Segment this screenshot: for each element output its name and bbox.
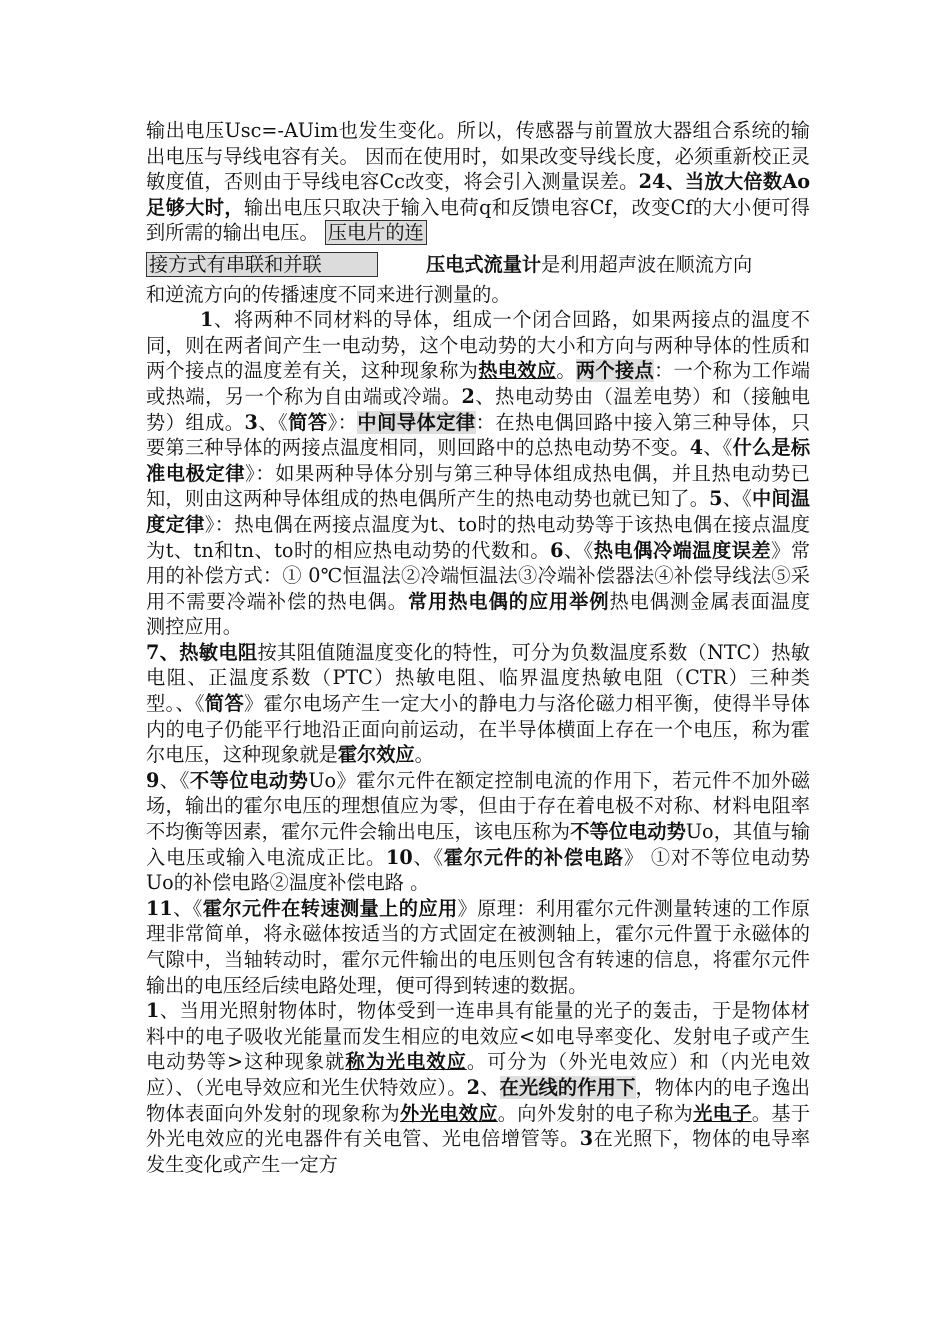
bold-text: 霍尔元件在转速测量上的应用 [202,896,458,920]
paragraph-piezo-output [146,118,810,246]
item-number: 3 [244,410,258,434]
bold-text: 中间温度定律 [146,487,810,536]
text: 。 [414,743,434,767]
text: 按其阻值随温度变化的特性，可分为负数温度系数（NTC）热敏电阻、正温度系数（PTC）热敏电阻、临界温度热敏电阻（CTR）三种类型。、《 [146,640,810,716]
bold-text: 7、热敏电阻 [146,640,258,664]
bold-text: 什么是标准电极定律 [146,436,811,485]
bold-text: 简答 [204,692,244,716]
item-number: 5 [709,487,723,511]
bold-text: 常用热电偶的应用举例 [407,589,610,613]
item-number: 6 [550,538,564,562]
text: 、当用光照射物体时，物体受到一连串具有能量的光子的轰击，于是物体材料中的电子吸收光能量而发生相应的电效应<如电导率变化、发射电子或产生电动势等>这种现象就 [146,999,810,1074]
text: 》： [327,410,358,434]
text: 。 [556,359,576,383]
item-number: 1 [200,308,214,332]
text: 在光照下，物体的电导率发生变化或产生一定方 [146,1127,811,1176]
text: 、将两种不同材料的导体，组成一个闭合回路，如果两接点的温度不同，则在两者间产生一电动势，这个电动势的大小和方向与两种导体的性质和两个接点的温度差有关，这种现象称为 [146,308,810,383]
term-highlighted: 中间导体定律 [357,410,476,434]
paragraph-offset-voltage [146,768,810,896]
text: 。向外发射的电子称为 [497,1101,694,1125]
text: Uo，其值与输入电压或输入电流成正比。 [146,820,811,869]
text: 输出电压只取决于输入电荷q和反馈电容Cf，改变Cf的大小便可得到所需的输出电压。 [146,195,810,245]
text: 、 [479,1075,500,1099]
bold-text: 不等位电动势 [570,820,686,844]
paragraph-thermistor-hall [146,640,810,768]
text: 》霍尔电场产生一定大小的静电力与洛伦磁力相平衡，使得半导体内的电子仍能平行地沿正面向前运动，在半导体横面上存在一个电压，称为霍尔电压，这种现象就是 [146,692,810,767]
text: 、《 [257,410,289,434]
text: 热电偶测金属表面温度 测控应用。 [146,589,830,639]
bold-text: 简答 [288,410,328,434]
text: 》：热电偶在两接点温度为t、to时的热电动势等于该热电偶在接点温度为t、tn和tn、to时的相应热电动势的代数和。 [146,512,810,562]
text: Uo》霍尔元件在额定控制电流的作用下，若元件不加外磁场，输出的霍尔电压的理想值应为零，但由于存在着电极不对称、材料电阻率不均衡等因素，霍尔元件会输出电压，该电压称为 [146,768,811,844]
text-line [426,252,752,278]
item-number: 10 [386,845,413,869]
text: 、热电动势由（温差电势）和（接触电势）组成。 [146,384,811,434]
text: 是利用超声波在顺流方向 [541,252,753,276]
bold-text: 不等位电动势 [189,768,309,792]
term-highlighted: 在光线的作用下 [499,1075,636,1099]
bold-text: 压电式流量计 [426,252,542,276]
text: 》 ①对不等位电动势Uo的补偿电路②温度补偿电路 。 [146,845,811,895]
term-underlined: 外光电效应 [400,1101,498,1125]
text: 。可分为（外光电效应）和（内光电效应）、（光电导效应和光生伏特效应）。 [146,1050,811,1099]
highlight-box: 接方式有串联和并联 [146,252,378,277]
text: ，物体内的电子逸出物体表面向外发射的现象称为 [146,1075,811,1125]
item-number: 2 [461,384,475,408]
text: 输出电压Usc=-AUim也发生变化。所以，传感器与前置放大器组合系统的输出电压与导线电容有关。 因而在使用时，如果改变导线长度，必须重新校正灵敏度值，否则由于导线电容Cc改变，将会引入测量误差。 [146,119,810,194]
text: 、《 [722,487,752,511]
text: ：一个称为工作端或热端，另一个称为自由端或冷端。 [146,359,811,408]
term-underlined: 热电效应 [478,359,557,383]
text: 。基于外光电效应的光电器件有关电管、光电倍增管等。 [146,1101,811,1151]
bold-text: 霍尔元件的补偿电路 [443,845,624,869]
text: 》：如果两种导体分别与第三种导体组成热电偶，并且热电动势已知，则由这两种导体组成的热电偶所产生的热电动势也就已知了。 [146,461,810,511]
term-underlined: 称为光电效应 [345,1050,467,1074]
bold-text: 热电偶冷端温度误差 [593,538,772,562]
text: 、《 [172,896,203,920]
text: 、《 [563,538,594,562]
item-number: 3 [579,1127,594,1151]
item-number: 1 [146,999,160,1023]
paragraph-flowmeter [146,252,810,278]
paragraph-thermocouple [146,307,830,640]
bold-text: 24、当放大倍数Ao足够大时， [146,170,810,219]
text: 、《 [159,768,190,792]
bold-text: 霍尔效应 [337,743,415,767]
text: 、《 [412,845,444,869]
item-number: 4 [689,436,704,460]
term-highlighted: 两个接点 [575,359,655,383]
text: ：在热电偶回路中接入第三种导体，只要第三种导体的两接点温度相同，则回路中的总热电动势不变。 [146,410,811,460]
highlight-box: 压电片的连 [325,220,427,245]
document-page [146,118,830,1177]
text: 》常用的补偿方式：① 0℃恒温法②冷端恒温法③冷端补偿器法④补偿导线法⑤采用不需要冷端补偿的热电偶。 [146,538,811,613]
text: 》原理：利用霍尔元件测量转速的工作原理非常简单，将永磁体按适当的方式固定在被测轴上，霍尔元件置于永磁体的气隙中，当轴转动时，霍尔元件输出的电压则包含有转速的信息，将霍尔元件输出的电压经后续电路处理，便可得到转速的数据。 [146,896,811,997]
text: 、《 [703,436,733,460]
item-number: 9 [146,768,160,792]
paragraph-speed-measurement [146,896,810,998]
paragraph-flowmeter-cont: 和逆流方向的传播速度不同来进行测量的。 [146,282,511,306]
item-number: 2 [466,1075,480,1099]
term-underlined: 光电子 [693,1101,752,1125]
paragraph-photoelectric [146,998,810,1177]
item-number: 11 [146,896,173,920]
